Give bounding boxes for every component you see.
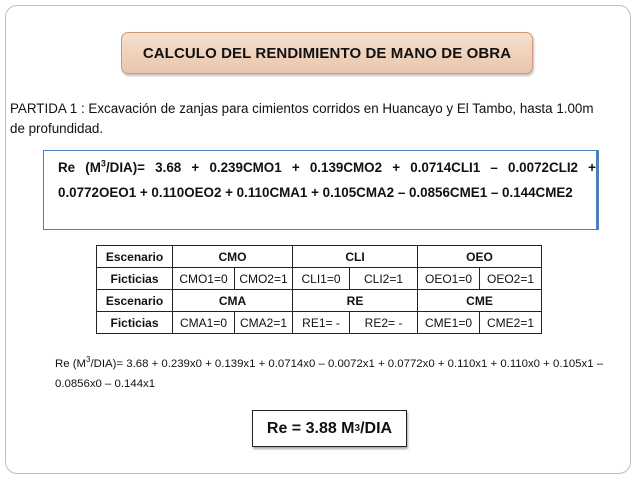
table-cell: RE1= - (293, 312, 350, 334)
table-cell: RE2= - (350, 312, 418, 334)
slide (5, 5, 631, 474)
row-label: Escenario (97, 290, 173, 312)
group-header-cmo: CMO (173, 246, 293, 268)
formula-prefix: Re (M (58, 160, 101, 175)
substitution-prefix: Re (M (55, 358, 87, 370)
formula-rest: /DIA)= 3.68 + 0.239CMO1 + 0.139CMO2 + 0.0714CLI1 – 0.0072CLI2 + 0.0772OEO1 + 0.110OEO2 + 0.110CMA1 + 0.105CMA2 – 0.0856CME1 – 0.144CME2 (58, 160, 596, 200)
partida-description: PARTIDA 1 : Excavación de zanjas para cimientos corridos en Huancayo y El Tambo, hasta 1.00m de profundidad. (10, 101, 594, 136)
regression-formula (43, 150, 599, 230)
group-header-cli: CLI (293, 246, 418, 268)
final-result: Re = 3.88 M 3 /DIA (252, 410, 407, 447)
substitution-rest: /DIA)= 3.68 + 0.239x0 + 0.139x1 + 0.0714x0 – 0.0072x1 + 0.0772x0 + 0.110x1 + 0.110x0 + 0.105x1 – 0.0856x0 – 0.144x1 (55, 358, 604, 390)
substitution-exponent: 3 (86, 355, 91, 365)
group-header-cma: CMA (173, 290, 293, 312)
table-row (97, 268, 542, 290)
table-cell: CME1=0 (418, 312, 480, 334)
row-label: Ficticias (97, 312, 173, 334)
slide-title-text: CALCULO DEL RENDIMIENTO DE MANO DE OBRA (142, 44, 512, 62)
slide-title (121, 32, 533, 74)
table-row (97, 246, 542, 268)
table-row (97, 290, 542, 312)
table-cell: CLI1=0 (293, 268, 350, 290)
formula-exponent: 3 (100, 158, 106, 169)
row-label: Ficticias (97, 268, 173, 290)
result-prefix: Re = 3.88 M (266, 419, 355, 437)
table-cell: CMO2=1 (235, 268, 293, 290)
table-cell: OEO2=1 (480, 268, 542, 290)
table-cell: CMA1=0 (173, 312, 235, 334)
substituted-formula (55, 354, 615, 394)
table-row (97, 312, 542, 334)
scenario-table (96, 245, 542, 334)
table-cell: CME2=1 (480, 312, 542, 334)
table-cell: CMO1=0 (173, 268, 235, 290)
table-cell: OEO1=0 (418, 268, 480, 290)
row-label: Escenario (97, 246, 173, 268)
table-cell: CLI2=1 (350, 268, 418, 290)
group-header-re: RE (293, 290, 418, 312)
result-rest: /DIA (360, 419, 393, 437)
group-header-cme: CME (418, 290, 542, 312)
group-header-oeo: OEO (418, 246, 542, 268)
table-cell: CMA2=1 (235, 312, 293, 334)
